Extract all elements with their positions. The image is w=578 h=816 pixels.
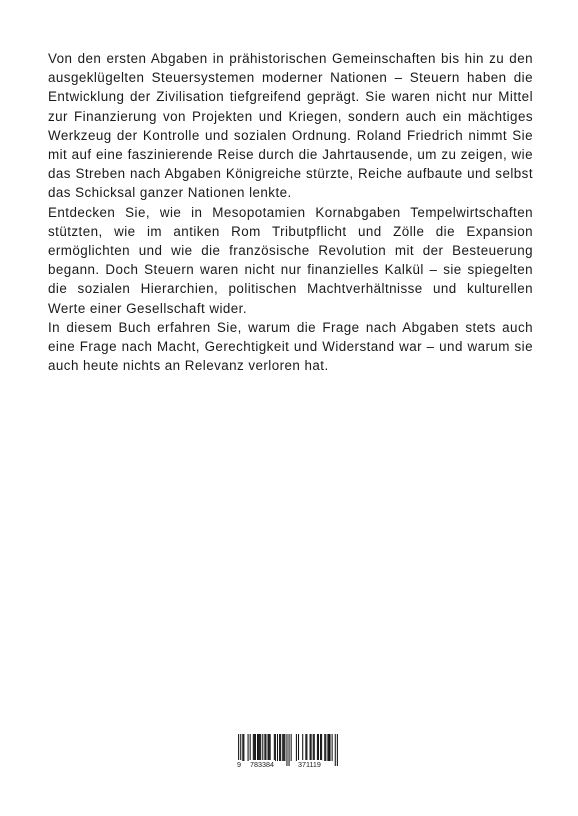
barcode-bar <box>329 734 330 761</box>
isbn-barcode <box>236 734 340 774</box>
barcode-bar <box>310 734 311 761</box>
barcode-left-digits: 783384 <box>250 760 274 769</box>
barcode-bar <box>280 734 281 761</box>
barcode-bar <box>332 734 333 761</box>
barcode-bar <box>270 734 271 761</box>
barcode-bar <box>291 734 292 761</box>
barcode-bar <box>306 734 307 761</box>
blurb-paragraph-3: In diesem Buch erfahren Sie, warum die Frage nach Abgaben stets auch eine Frage nach Macht, Gerechtigkeit und Widerstand war – und warum sie auch heute nichts an Relevanz verloren hat. <box>48 319 533 374</box>
barcode-bar <box>305 734 306 761</box>
barcode-first-digit: 9 <box>237 760 241 769</box>
barcode-bar <box>311 734 312 761</box>
barcode-bar <box>250 734 251 761</box>
barcode-bar <box>259 734 260 761</box>
blurb-text <box>48 49 533 375</box>
barcode-bar <box>268 734 269 761</box>
barcode-bar <box>277 734 278 761</box>
barcode-bar <box>243 734 244 761</box>
barcode-bar <box>325 734 326 761</box>
barcode-bar <box>298 734 299 761</box>
barcode-bar <box>328 734 329 761</box>
barcode-bar <box>253 734 254 761</box>
barcode-bar <box>274 734 275 761</box>
barcode-bar <box>258 734 259 761</box>
barcode-bar <box>265 734 266 761</box>
barcode-bar <box>260 734 261 761</box>
barcode-bar <box>279 734 280 761</box>
barcode-bar <box>254 734 255 761</box>
barcode-bar <box>275 734 276 761</box>
barcode-bar <box>327 734 328 761</box>
blurb-paragraph-1: Von den ersten Abgaben in prähistorischen Gemeinschaften bis hin zu den ausgeklügelten Steuersystemen moderner Nationen – Steuern haben die Entwicklung der Zivilisation tiefgreifend geprägt. Sie waren nicht nur Mittel zur Finanzierung von Projekten und Kriegen, sondern auch ein mächtiges Werkzeug der Kontrolle und sozialen Ordnung. Roland Friedrich nimmt Sie mit auf eine faszinierende Reise durch die Jahrtausende, um zu zeigen, wie das Streben nach Abgaben Königreiche stürzte, Reiche aufbaute und selbst das Schicksal ganzer Nationen lenkte. <box>48 51 533 201</box>
barcode-bar <box>264 734 265 761</box>
barcode-bar <box>269 734 270 761</box>
barcode-bar <box>242 734 243 761</box>
blurb-paragraph-2: Entdecken Sie, wie in Mesopotamien Kornabgaben Tempelwirtschaften stützten, wie im antiken Rom Tributpflicht und Zölle die Expansion ermöglichten und wie die französische Revolution mit der Besteuerung begann. Doch Steuern waren nicht nur finanzielles Kalkül – sie spiegelten die sozialen Hierarchien, politischen Machtverhältnisse und kulturellen Werte einer Gesellschaft wider. <box>48 204 533 316</box>
barcode-bar <box>282 734 283 761</box>
barcode-bar <box>257 734 258 761</box>
barcode-bar <box>313 734 314 761</box>
barcode-bar <box>324 734 325 761</box>
barcode-bar <box>314 734 315 761</box>
barcode-bar <box>255 734 256 761</box>
barcode-bar <box>284 734 285 761</box>
barcode-bar <box>318 734 319 761</box>
barcode-bar <box>248 734 249 761</box>
barcode-bar <box>317 734 318 761</box>
barcode-bar <box>320 734 321 761</box>
barcode-numbers <box>236 760 340 772</box>
barcode-bar <box>321 734 322 761</box>
barcode-bar <box>262 734 263 761</box>
barcode-right-digits: 371119 <box>298 760 321 769</box>
barcode-bar <box>296 734 297 761</box>
barcode-bar <box>302 734 303 761</box>
barcode-bar <box>283 734 284 761</box>
